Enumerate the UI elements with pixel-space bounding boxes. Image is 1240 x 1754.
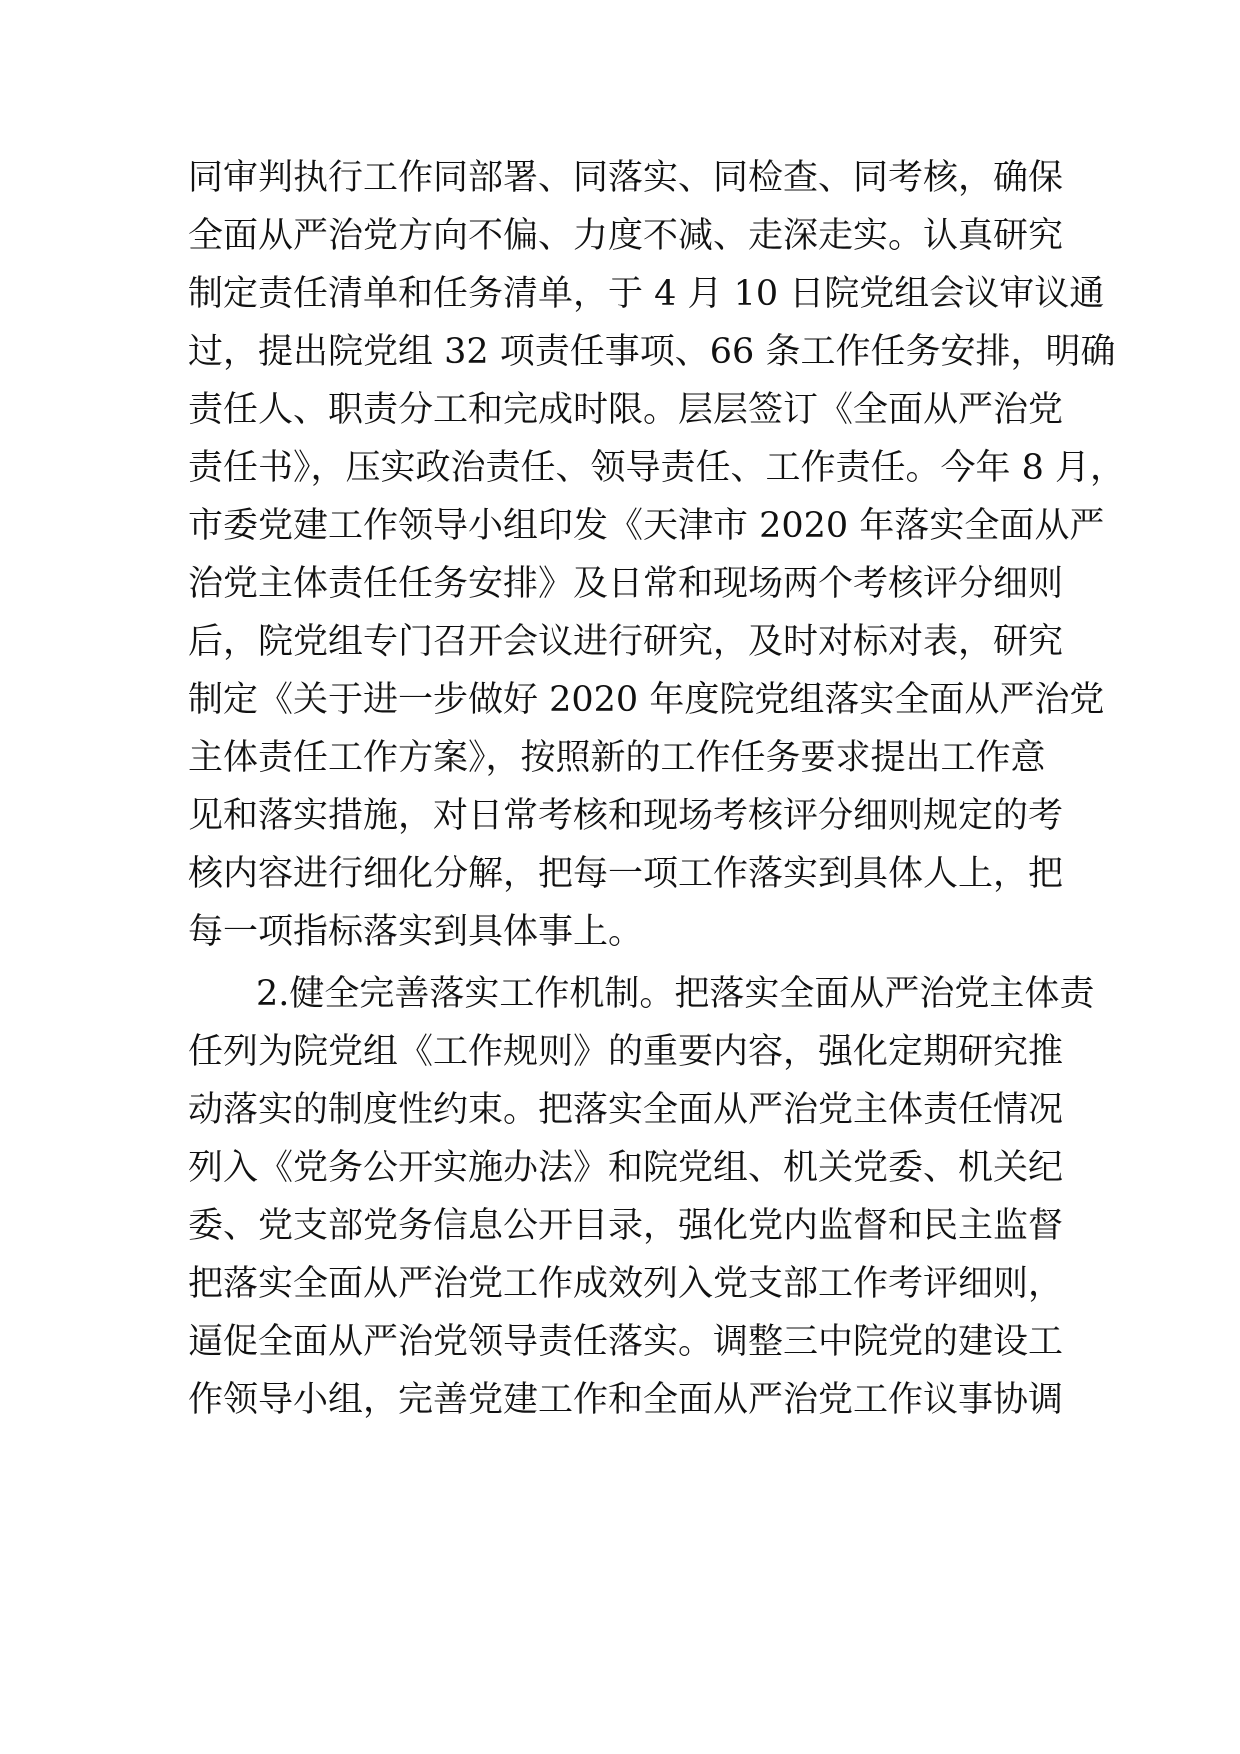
text-line: 责任人、职责分工和完成时限。层层签订《全面从严治党: [188, 390, 1064, 430]
text-line: 任列为院党组《工作规则》的重要内容，强化定期研究推: [188, 1032, 1064, 1072]
text-line: 每一项指标落实到具体事上。: [188, 912, 644, 952]
text-line: 制定《关于进一步做好 2020 年度院党组落实全面从严治党: [188, 680, 1105, 720]
text-line: 制定责任清单和任务清单，于 4 月 10 日院党组会议审议通: [188, 274, 1105, 314]
text-line: 核内容进行细化分解，把每一项工作落实到具体人上，把: [188, 854, 1064, 894]
text-line: 把落实全面从严治党工作成效列入党支部工作考评细则，: [188, 1264, 1064, 1304]
text-line: 列入《党务公开实施办法》和院党组、机关党委、机关纪: [188, 1148, 1064, 1188]
text-line: 后，院党组专门召开会议进行研究，及时对标对表，研究: [188, 622, 1064, 662]
text-line: 责任书》，压实政治责任、领导责任、工作责任。今年 8 月，: [188, 448, 1126, 488]
text-line: 全面从严治党方向不偏、力度不减、走深走实。认真研究: [188, 216, 1064, 256]
text-line: 市委党建工作领导小组印发《天津市 2020 年落实全面从严: [188, 506, 1105, 546]
text-line: 动落实的制度性约束。把落实全面从严治党主体责任情况: [188, 1090, 1064, 1130]
text-line: 同审判执行工作同部署、同落实、同检查、同考核，确保: [188, 158, 1064, 198]
text-line: 作领导小组，完善党建工作和全面从严治党工作议事协调: [188, 1380, 1064, 1420]
text-line: 委、党支部党务信息公开目录，强化党内监督和民主监督: [188, 1206, 1064, 1246]
text-line: 逼促全面从严治党领导责任落实。调整三中院党的建设工: [188, 1322, 1064, 1362]
text-line: 过，提出院党组 32 项责任事项、66 条工作任务安排，明确: [188, 332, 1116, 372]
text-line: 治党主体责任任务安排》及日常和现场两个考核评分细则: [188, 564, 1064, 604]
text-line: 见和落实措施，对日常考核和现场考核评分细则规定的考: [188, 796, 1064, 836]
paragraph-heading: 2.健全完善落实工作机制。把落实全面从严治党主体责: [256, 974, 1095, 1014]
text-line: 主体责任工作方案》，按照新的工作任务要求提出工作意: [188, 738, 1046, 778]
